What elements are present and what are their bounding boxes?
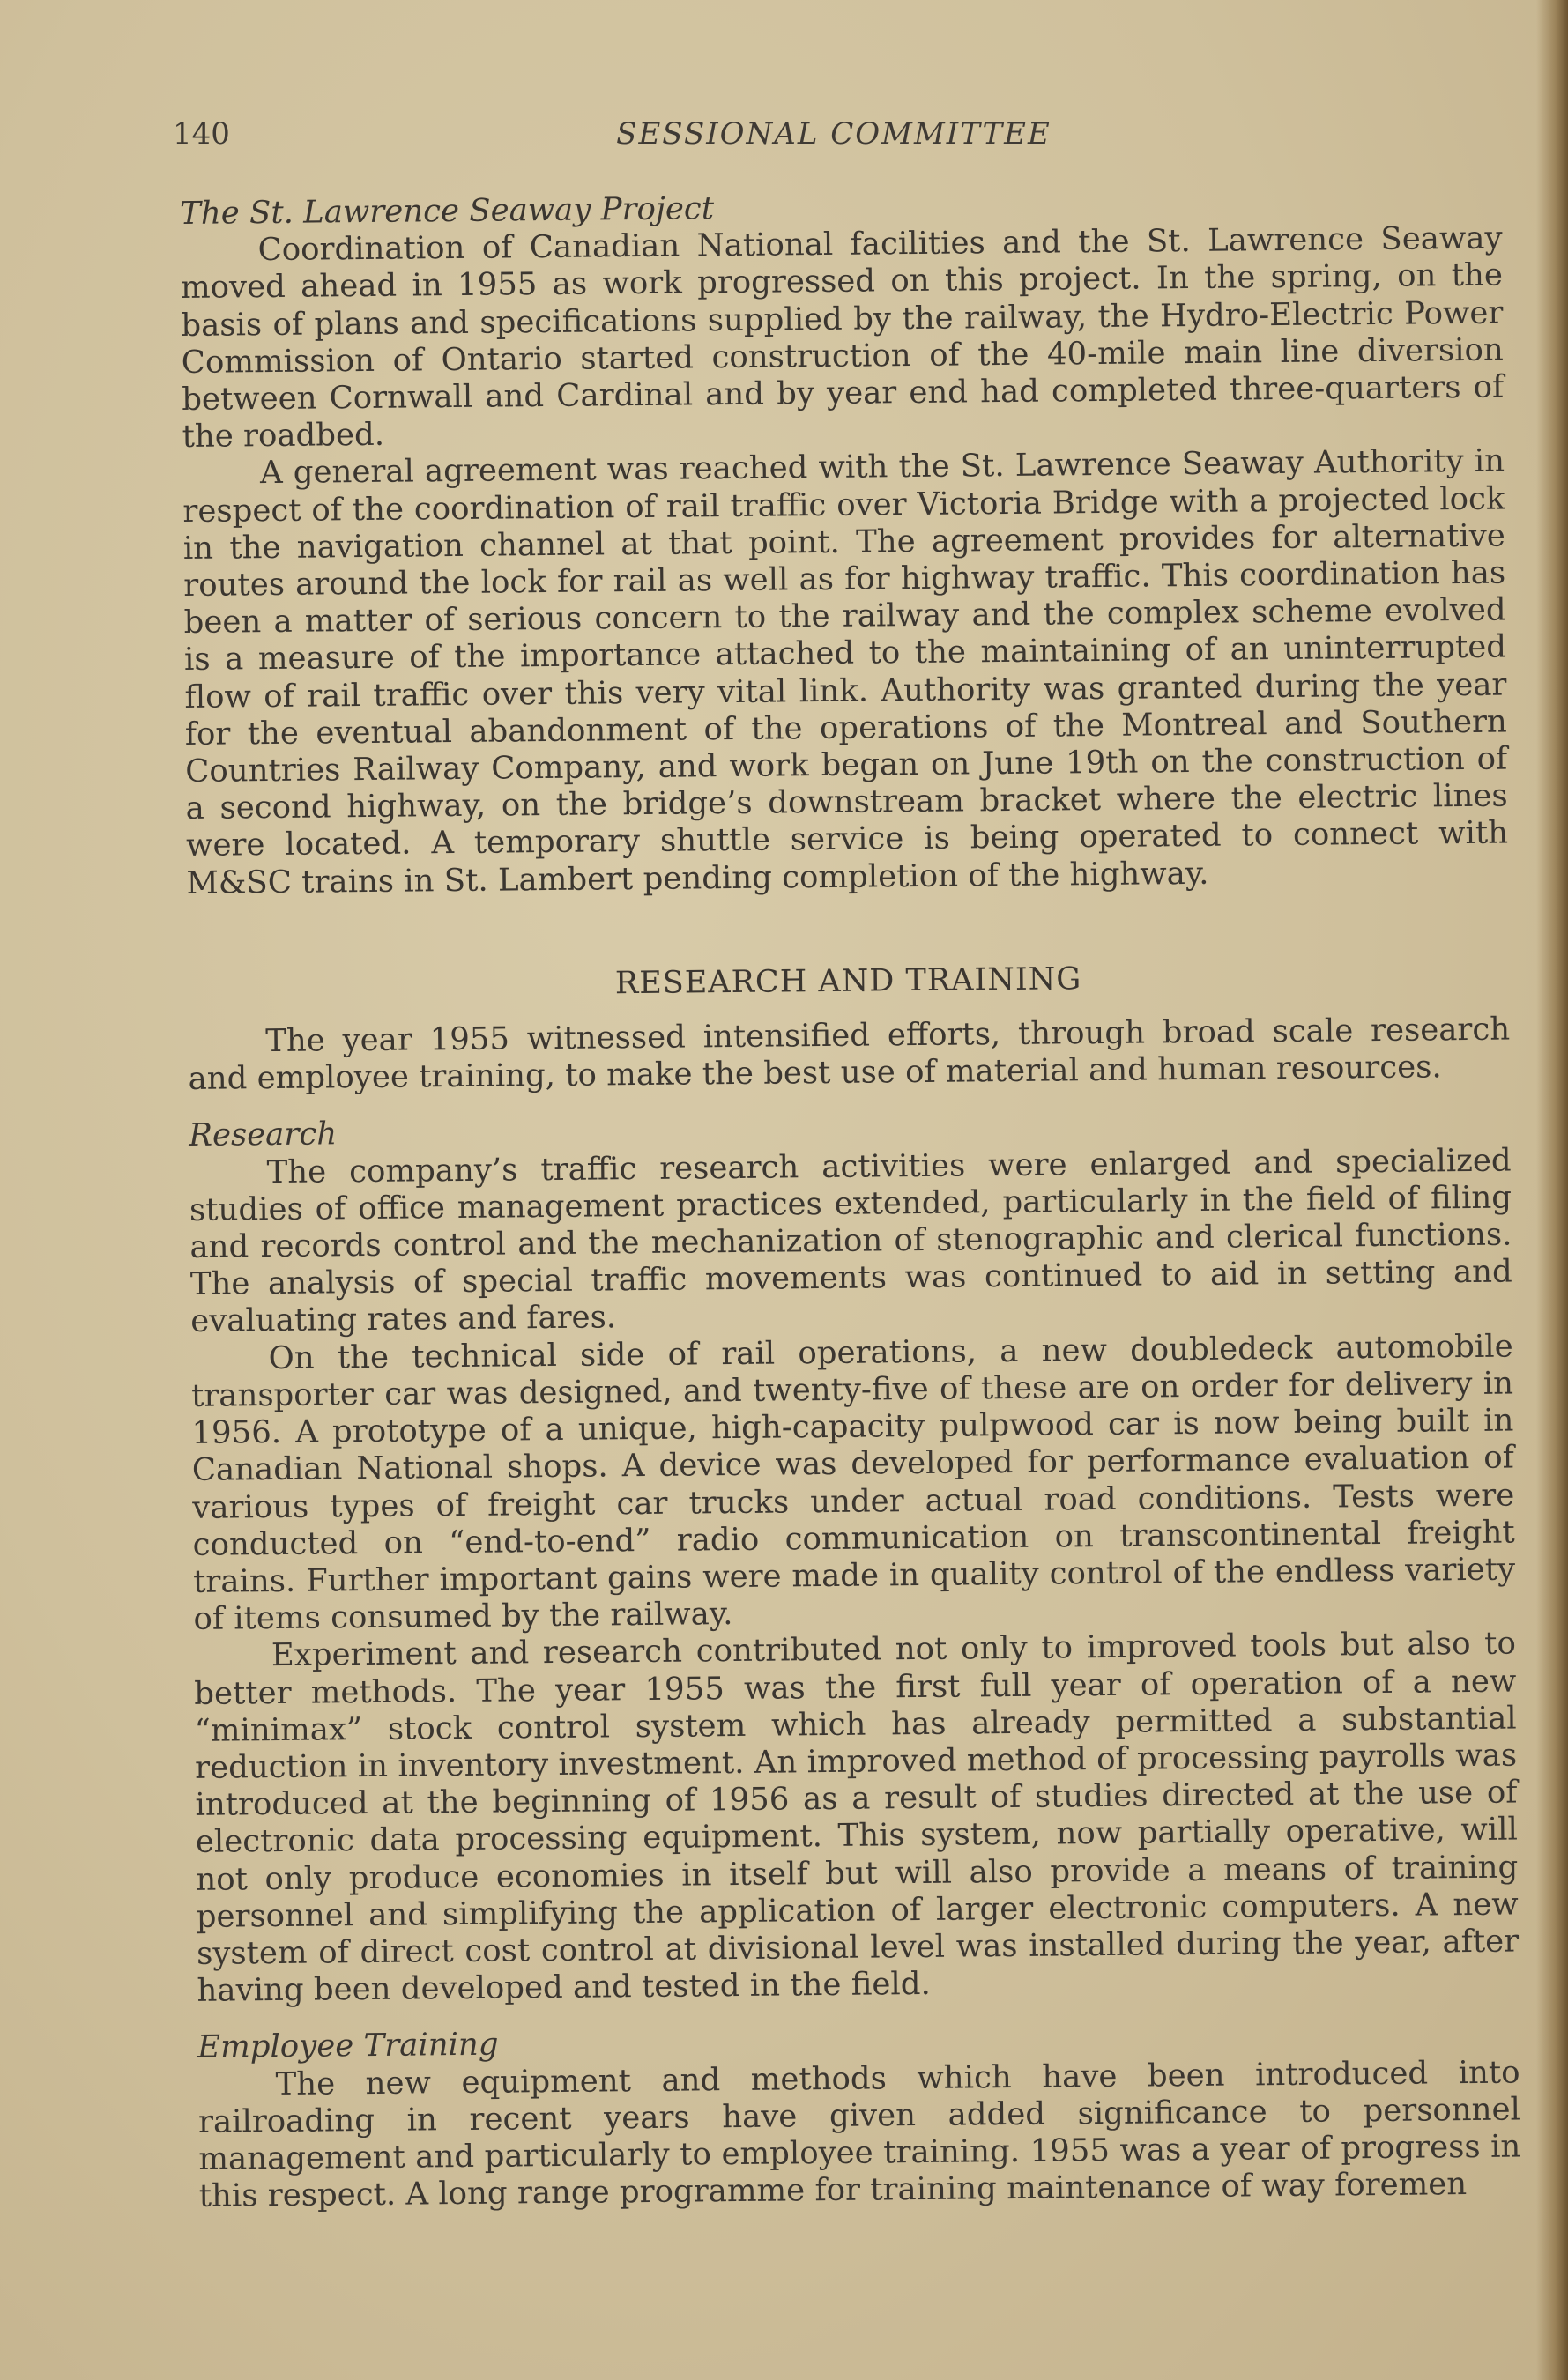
page-edge-shadow	[1536, 0, 1568, 2380]
section-heading-employee-training: Employee Training	[197, 2026, 499, 2066]
section-heading-seaway: The St. Lawrence Seaway Project	[180, 190, 715, 232]
paragraph: Experiment and research contributed not only to improved tools but also to better methods. The year 1955 was the first full year of operation of a new “minimax” stock control system which has already permitted a substantial reduction in inventory investment. An improved method of processing payrolls was introduced at the beginning of 1956 as a result of studies directed at the use of electronic data processing equipment. This system, now partially operative, will not only produce economies in itself but will also provide a means of training personnel and simplifying the application of larger electronic computers. A new system of direct cost control at divisional level was installed during the year, after having been developed and tested in the field.	[194, 1625, 1520, 2010]
paragraph: The new equipment and methods which have been introduced into railroading in recent years have given added significance to personnel management and particularly to employee training. 1955 was a year of progress in this respect. A long range programme for training maintenance of way foremen	[197, 2054, 1521, 2215]
running-title: SESSIONAL COMMITTEE	[616, 116, 1052, 152]
page-header	[173, 116, 1495, 160]
section-heading-research-and-training: RESEARCH AND TRAINING	[614, 961, 1082, 1002]
paragraph: The year 1955 witnessed intensified efforts, through broad scale research and employee training, to make the best use of material and human resources.	[188, 1011, 1511, 1098]
body-text	[180, 183, 1521, 2216]
section-heading-research: Research	[189, 1116, 338, 1154]
page-number: 140	[173, 116, 230, 152]
paragraph: Coordination of Canadian National facilities and the St. Lawrence Seaway moved ahead in 1955 as work progressed on this project. In the spring, on the basis of plans and specifications supplied by the railway, the Hydro-Electric Power Commission of Ontario started construction of the 40-mile main line diversion between Cornwall and Cardinal and by year end had completed three-quarters of the roadbed.	[180, 219, 1505, 456]
paragraph: The company’s traffic research activities were enlarged and specialized studies of office management practices extended, particularly in the field of filing and records control and the mechanization of stenographic and clerical functions. The analysis of special traffic movements was continued to aid in setting and evaluating rates and fares.	[189, 1142, 1512, 1340]
paragraph: On the technical side of rail operations, a new doubledeck automobile transporter car was designed, and twenty-five of these are on order for delivery in 1956. A prototype of a unique, high-capacity pulpwood car is now being built in Canadian National shops. A device was developed for performance evaluation of various types of freight car trucks under actual road conditions. Tests were conducted on “end-to-end” radio communication on transcontinental freight trains. Further important gains were made in quality control of the endless variety of items consumed by the railway.	[190, 1328, 1516, 1638]
paragraph: A general agreement was reached with the St. Lawrence Seaway Authority in respect of the coordination of rail traffic over Victoria Bridge with a projected lock in the navigation channel at that point. The agreement provides for alternative routes around the lock for rail as well as for highway traffic. This coordination has been a matter of serious concern to the railway and the complex scheme evolved is a measure of the importance attached to the maintaining of an uninterrupted flow of rail traffic over this very vital link. Authority was granted during the year for the eventual abandonment of the operations of the Montreal and Southern Countries Railway Company, and work began on June 19th on the construction of a second highway, on the bridge’s downstream bracket where the electric lines were located. A temporary shuttle service is being operated to connect with M&SC trains in St. Lambert pending completion of the highway.	[182, 443, 1509, 901]
